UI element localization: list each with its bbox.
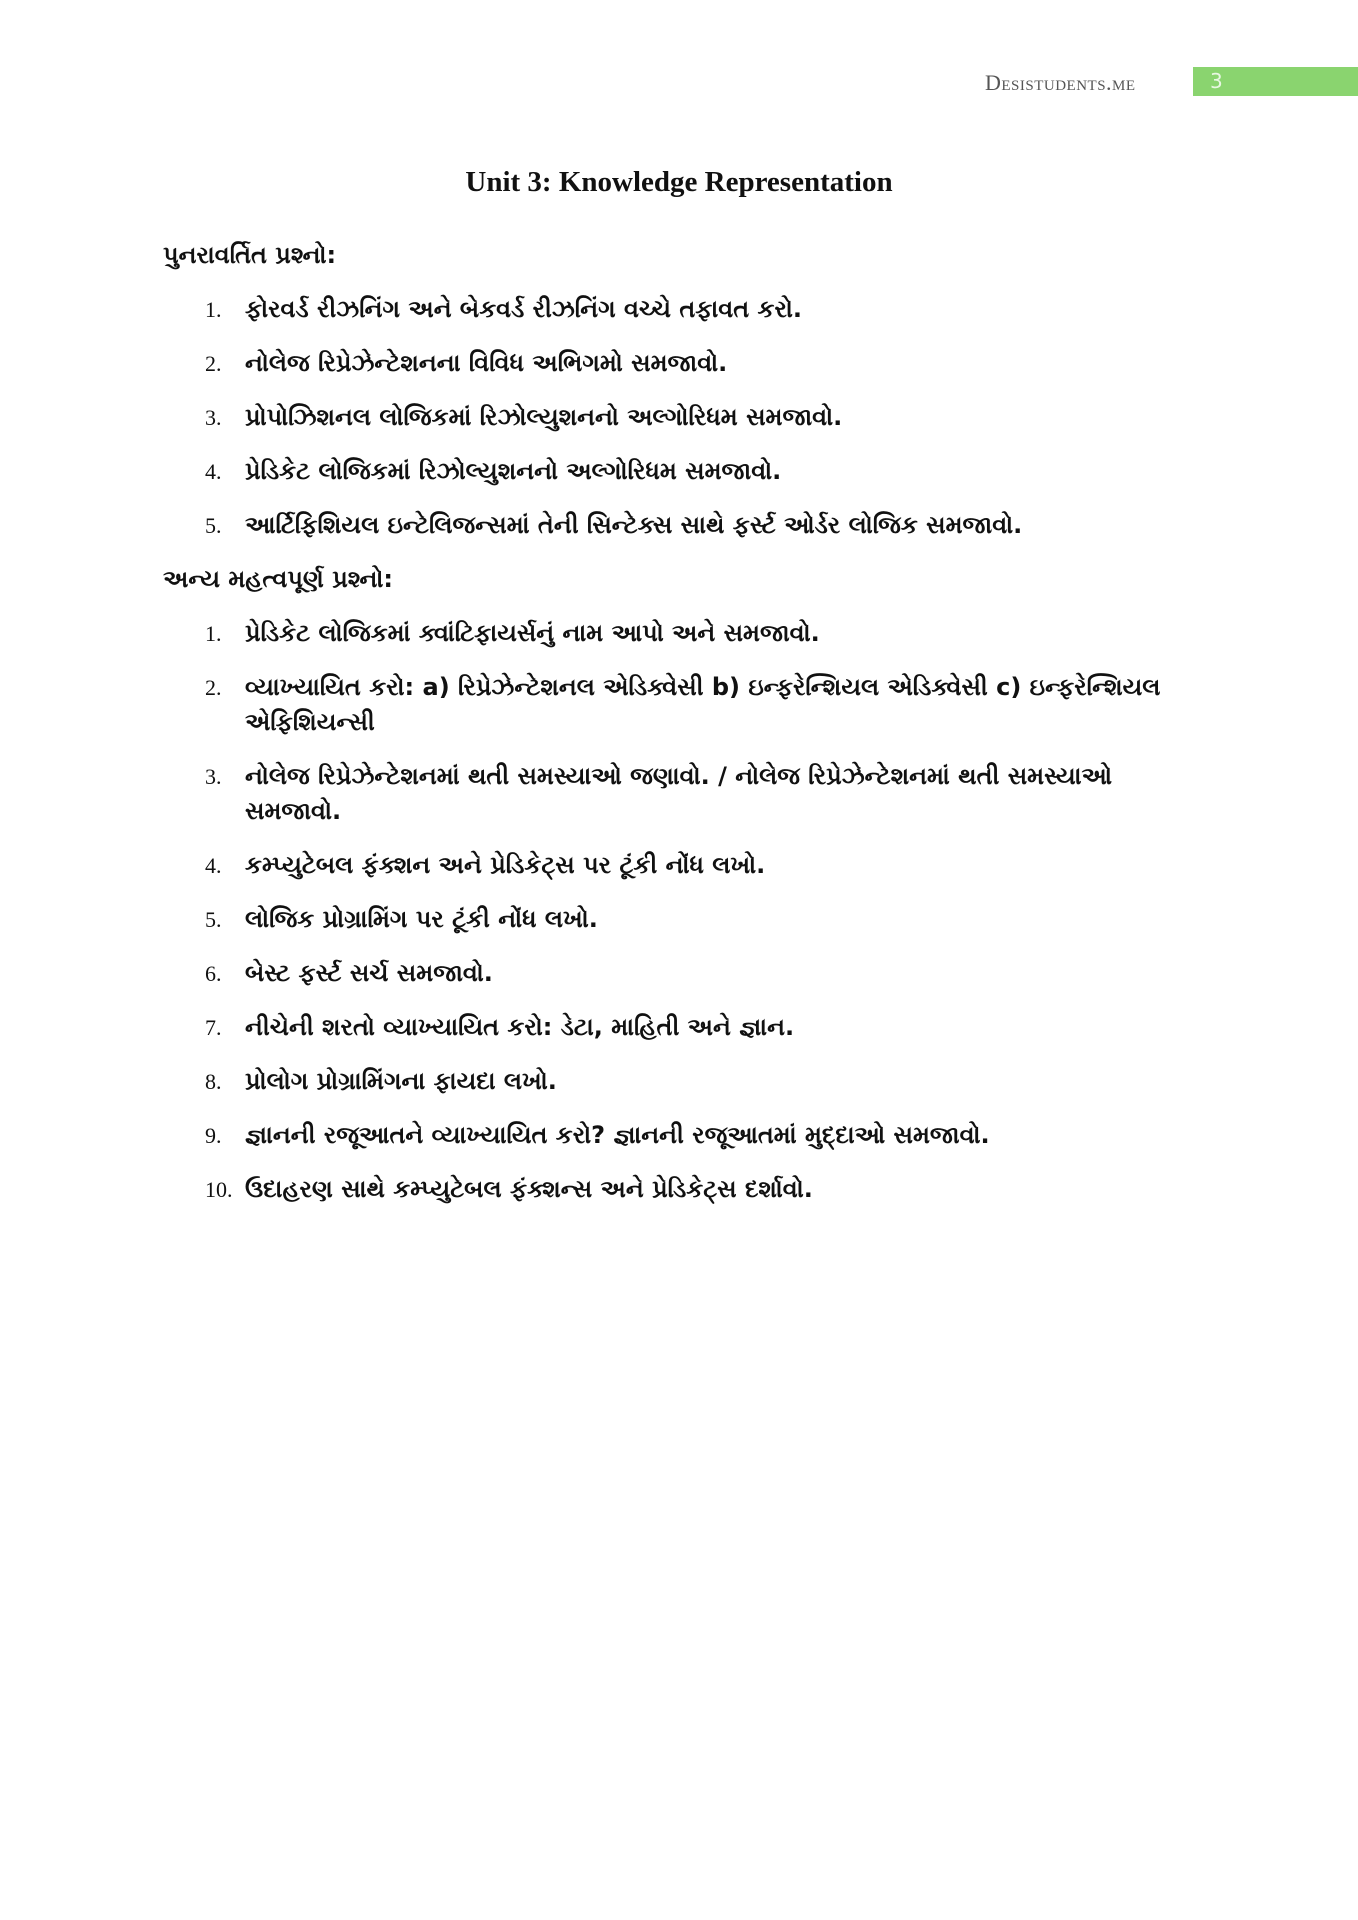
question-text: પ્રોપોઝિશનલ લોજિકમાં રિઝોલ્યુશનનો અલ્ગોરિધમ સમજાવો. (245, 403, 843, 431)
question-text: પ્રોલોગ પ્રોગ્રામિંગના ફાયદા લખો. (245, 1067, 557, 1095)
question-text: નીચેની શરતો વ્યાખ્યાયિત કરો: ડેટા, માહિતી અને જ્ઞાન. (245, 1013, 795, 1041)
question-text: લોજિક પ્રોગ્રામિંગ પર ટૂંકી નોંધ લખો. (245, 905, 598, 933)
question-number: 5. (205, 513, 222, 538)
question-number: 9. (205, 1123, 222, 1148)
page-title: Unit 3: Knowledge Representation (465, 166, 893, 198)
question-text: પ્રેડિકેટ લોજિકમાં ક્વાંટિફાયર્સનું નામ આપો અને સમજાવો. (245, 619, 820, 647)
question-number: 7. (205, 1015, 222, 1040)
question-item (163, 1064, 1173, 1099)
question-number: 10. (205, 1177, 233, 1202)
question-item (163, 292, 1173, 327)
question-item (163, 454, 1173, 489)
question-text: વ્યાખ્યાયિત કરો: a) રિપ્રેઝેન્ટેશનલ એડિક્વેસી b) ઇન્ફરેન્શિયલ એડિક્વેસી c) ઇન્ફરેન્શિયલ એફિશિયન્સી (245, 673, 1161, 736)
important-questions-list (163, 616, 1173, 1207)
question-text: આર્ટિફિશિયલ ઇન્ટેલિજન્સમાં તેની સિન્ટેક્સ સાથે ફર્સ્ટ ઓર્ડર લોજિક સમજાવો. (245, 511, 1023, 539)
question-number: 3. (205, 764, 222, 789)
question-text: નોલેજ રિપ્રેઝેન્ટેશનમાં થતી સમસ્યાઓ જણાવો. / નોલેજ રિપ્રેઝેન્ટેશનમાં થતી સમસ્યાઓ સમજાવો. (245, 762, 1113, 825)
question-number: 1. (205, 297, 222, 322)
question-number: 1. (205, 621, 222, 646)
question-item (163, 1172, 1173, 1207)
document-body (163, 238, 1173, 1226)
question-item (163, 400, 1173, 435)
question-item (163, 956, 1173, 991)
question-item (163, 848, 1173, 883)
section-heading-important: અન્ય મહત્વપૂર્ણ પ્રશ્નો: (163, 565, 393, 593)
repeated-questions-list (163, 292, 1173, 543)
question-item (163, 902, 1173, 937)
page-number-badge: 3 (1193, 67, 1358, 96)
question-item (163, 616, 1173, 651)
question-number: 3. (205, 405, 222, 430)
question-text: જ્ઞાનની રજૂઆતને વ્યાખ્યાયિત કરો? જ્ઞાનની રજૂઆતમાં મુદ્દાઓ સમજાવો. (245, 1121, 990, 1149)
question-text: પ્રેડિકેટ લોજિકમાં રિઝોલ્યુશનનો અલ્ગોરિધમ સમજાવો. (245, 457, 782, 485)
question-item (163, 1010, 1173, 1045)
question-number: 4. (205, 459, 222, 484)
question-text: બેસ્ટ ફર્સ્ટ સર્ચ સમજાવો. (245, 959, 493, 987)
question-number: 4. (205, 853, 222, 878)
question-item (163, 759, 1173, 829)
section-heading-repeated: પુનરાવર્તિત પ્રશ્નો: (163, 241, 337, 269)
question-item (163, 346, 1173, 381)
question-text: કમ્પ્યુટેબલ ફંક્શન અને પ્રેડિકેટ્સ પર ટૂંકી નોંધ લખો. (245, 851, 766, 879)
question-number: 2. (205, 351, 222, 376)
question-number: 8. (205, 1069, 222, 1094)
question-number: 6. (205, 961, 222, 986)
question-item (163, 1118, 1173, 1153)
header-site-name: Desistudents.me (985, 70, 1136, 95)
question-text: નોલેજ રિપ્રેઝેન્ટેશનના વિવિધ અભિગમો સમજાવો. (245, 349, 728, 377)
question-text: ઉદાહરણ સાથે કમ્પ્યુટેબલ ફંક્શન્સ અને પ્રેડિકેટ્સ દર્શાવો. (245, 1175, 813, 1203)
question-number: 5. (205, 907, 222, 932)
question-item (163, 670, 1173, 740)
question-item (163, 508, 1173, 543)
question-text: ફોરવર્ડ રીઝનિંગ અને બેકવર્ડ રીઝનિંગ વચ્ચે તફાવત કરો. (245, 295, 802, 323)
question-number: 2. (205, 675, 222, 700)
